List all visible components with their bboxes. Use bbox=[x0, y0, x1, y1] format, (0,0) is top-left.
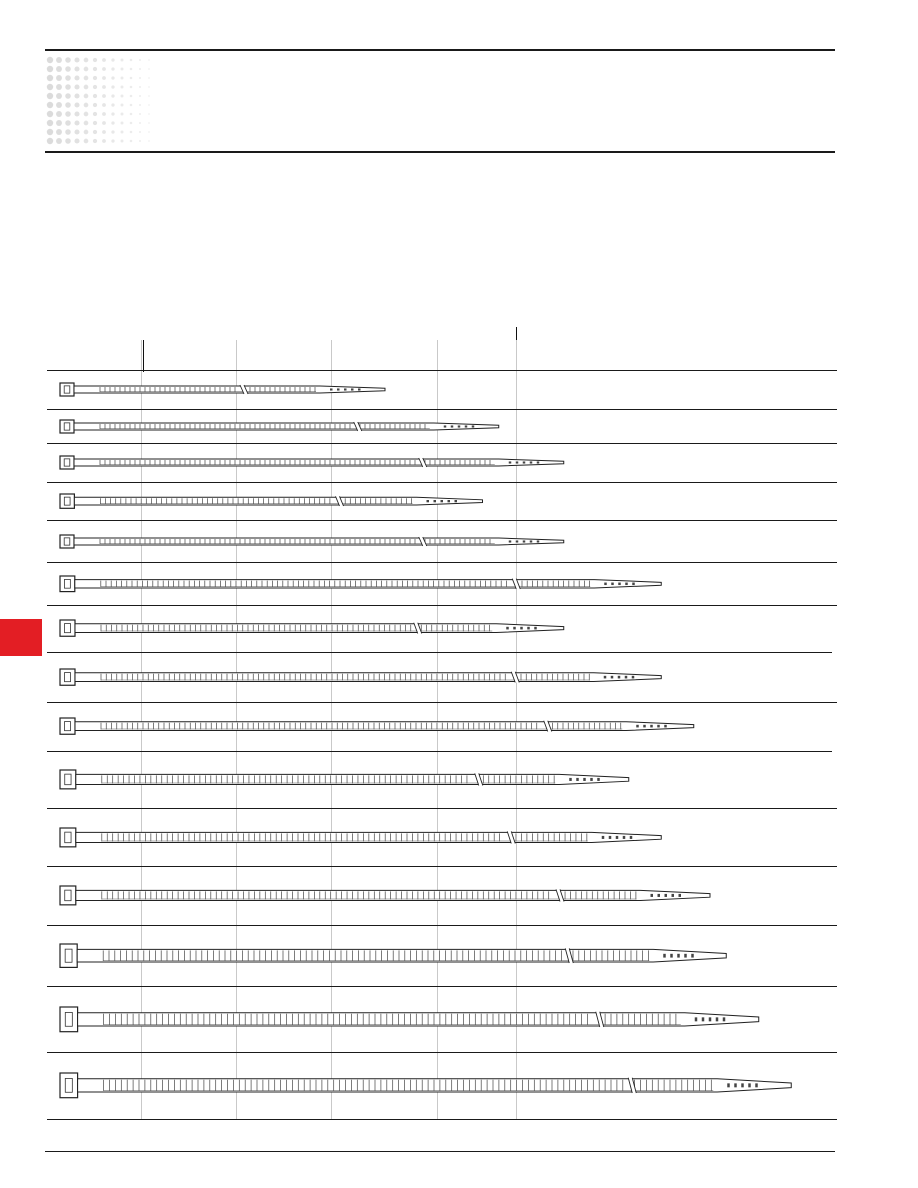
tie-8-illustration bbox=[0, 666, 918, 688]
table-row-rule bbox=[47, 986, 837, 987]
column-header-tick bbox=[143, 340, 144, 372]
tie-14-illustration bbox=[0, 1004, 918, 1035]
table-row-rule bbox=[47, 443, 837, 444]
tie-1-illustration bbox=[0, 380, 918, 399]
top-rule bbox=[45, 49, 835, 51]
header-rule bbox=[45, 151, 835, 153]
tie-2-illustration bbox=[0, 417, 918, 436]
table-row-rule bbox=[47, 1119, 837, 1120]
tie-9-illustration bbox=[0, 715, 918, 737]
tie-11-illustration bbox=[0, 825, 918, 850]
table-row-rule bbox=[47, 520, 837, 521]
tie-6-illustration bbox=[0, 573, 918, 595]
header-dot-pattern bbox=[45, 55, 155, 147]
tie-7-illustration bbox=[0, 617, 918, 639]
table-row-rule bbox=[47, 1052, 837, 1053]
tie-12-illustration bbox=[0, 883, 918, 908]
table-row-rule bbox=[47, 751, 832, 752]
table-row-rule bbox=[47, 409, 837, 410]
table-row-rule bbox=[47, 808, 837, 809]
tie-10-illustration bbox=[0, 767, 918, 792]
tie-5-illustration bbox=[0, 532, 918, 551]
table-row-rule bbox=[47, 370, 837, 371]
tie-15-illustration bbox=[0, 1070, 918, 1101]
tie-3-illustration bbox=[0, 453, 918, 472]
tie-4-illustration bbox=[0, 491, 918, 511]
table-row-rule bbox=[47, 702, 837, 703]
table-row-rule bbox=[47, 562, 837, 563]
table-row-rule bbox=[47, 866, 837, 867]
table-row-rule bbox=[47, 482, 837, 483]
table-row-rule bbox=[47, 652, 832, 653]
tie-13-illustration bbox=[0, 941, 918, 970]
bottom-rule bbox=[45, 1151, 835, 1152]
table-row-rule bbox=[47, 605, 837, 606]
table-row-rule bbox=[47, 925, 837, 926]
